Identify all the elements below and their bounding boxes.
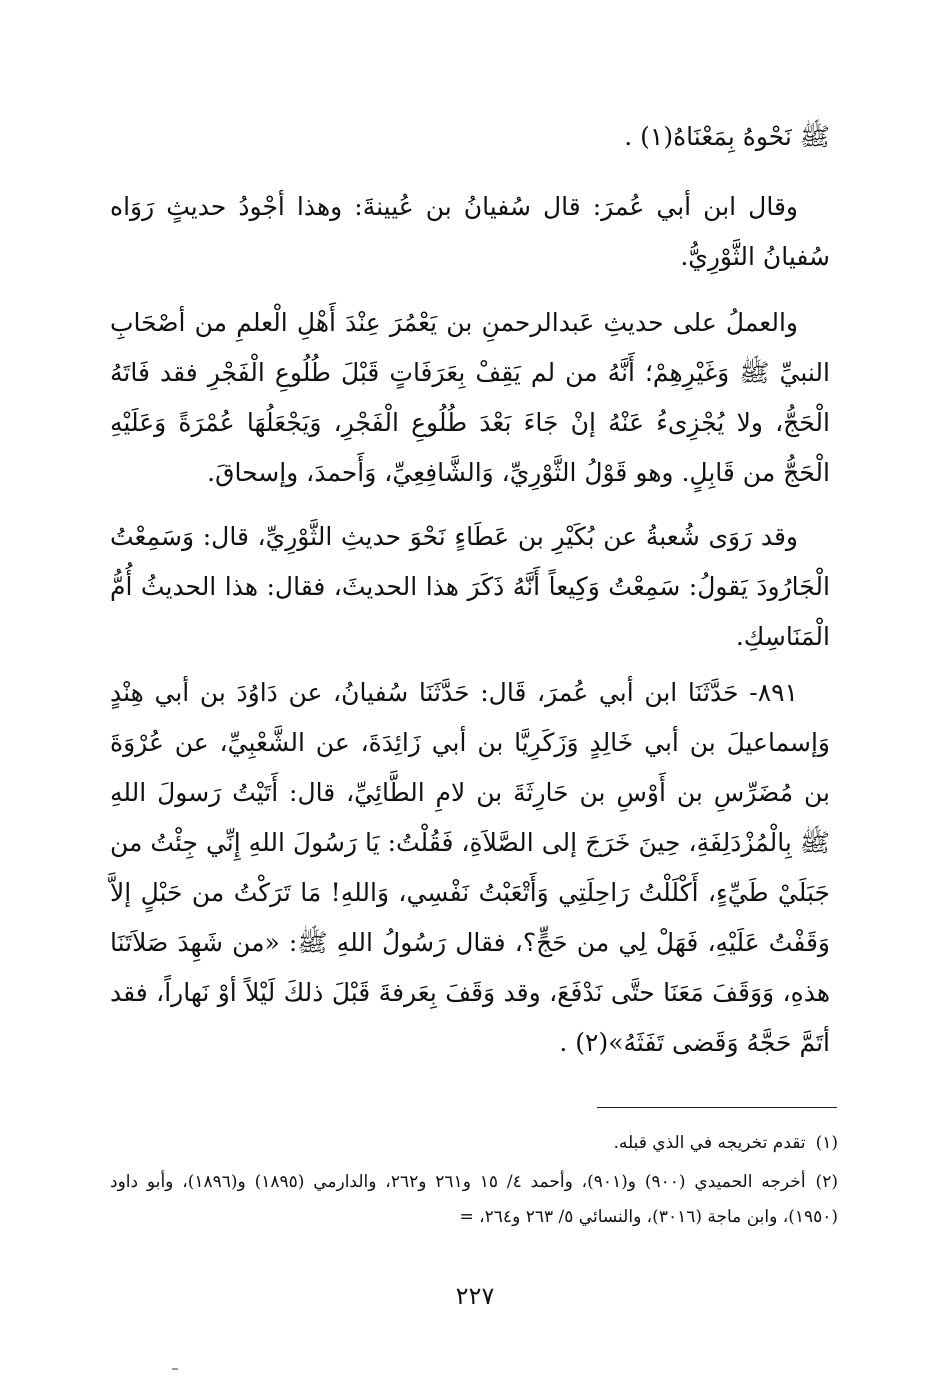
footnote-text: أخرجه الحميدي (٩٠٠) و(٩٠١)، وأحمد ٤/ ١٥ و٢٦١ و٢٦٢، والدارمي (١٨٩٥) و(١٨٩٦)، وأبو داود (١٩٥٠)، وابن ماجة (٣٠١٦)، والنسائي ٥/ ٢٦٣ و٢٦٤، =: [110, 1172, 838, 1227]
scan-speck: [172, 1368, 178, 1370]
body-paragraph: [110, 182, 830, 282]
footnote-number: (١): [815, 1133, 838, 1153]
paragraph-text: ٨٩١- حَدَّثَنَا ابن أبي عُمرَ، قَال: حَدَّثَنَا سُفيانُ، عن دَاوُدَ بن أبي هِنْدٍ وَإسماعيلَ بن أبي خَالِدٍ وَزَكَرِيَّا بن أبي زَائِدَةَ، عن الشَّعْبِيِّ، عن عُرْوَةَ بن مُضَرِّسِ بن أَوْسِ بن حَارِثَةَ بن لامِ الطَّائِيِّ، قال: أَتَيْتُ رَسولَ اللهِ ﷺ بِالْمُزْدَلِفَةِ، حِينَ خَرَجَ إلى الصَّلاَةِ، فَقُلْتُ: يَا رَسُولَ اللهِ إِنِّي جِئْتُ من جَبَلَيْ طَيِّءٍ، أَكْلَلْتُ رَاحِلَتِي وَأَتْعَبْتُ نَفْسِي، وَاللهِ! مَا تَرَكْتُ من حَبْلٍ إلاَّ وَقَفْتُ عَلَيْهِ، فَهَلْ لِي من حَجٍّ؟، فقال رَسُولُ اللهِ ﷺ: «من شَهِدَ صَلاَتَنَا هذهِ، وَوَقَفَ مَعَنَا حتَّى نَدْفَعَ، وقد وَقَفَ بِعَرفةَ قَبْلَ ذلكَ لَيْلاً أوْ نَهاراً، فقد أتَمَّ حَجَّهُ وَقَضى تَفَثَهُ»(٢) .: [110, 678, 830, 1057]
paragraph-text: وقد رَوَى شُعبةُ عن بُكَيْرِ بن عَطَاءٍ نَحْوَ حديثِ الثَّوْرِيِّ، قال: وَسَمِعْتُ الْجَارُودَ يَقولُ: سَمِعْتُ وَكِيعاً أَنَّهُ ذَكَرَ هذا الحديثَ، فقال: هذا الحديثُ أُمُّ الْمَنَاسِكِ.: [110, 522, 830, 651]
body-paragraph: [110, 298, 830, 498]
body-paragraph: [110, 512, 830, 662]
footnote: [110, 1126, 838, 1161]
hadith-paragraph: [110, 668, 830, 1068]
footnote-text: تقدم تخريجه في الذي قبله.: [613, 1133, 806, 1153]
body-paragraph-continuation: ﷺ نَحْوهُ بِمَعْنَاهُ(١) .: [624, 122, 830, 151]
footnote-separator: [597, 1107, 837, 1108]
paragraph-text: والعملُ على حديثِ عَبدالرحمنِ بن يَعْمُرَ عِنْدَ أَهْلِ الْعلمِ من أصْحَابِ النبيِّ ﷺ وَغَيْرِهِمْ؛ أَنَّهُ من لم يَقِفْ بِعَرَفَاتٍ قَبْلَ طُلُوعِ الْفَجْرِ فقد فَاتَهُ الْحَجُّ، ولا يُجْزِىءُ عَنْهُ إنْ جَاءَ بَعْدَ طُلُوعِ الْفَجْرِ، وَيَجْعَلُهَا عُمْرَةً وَعَلَيْهِ الْحَجُّ من قَابِلٍ. وهو قَوْلُ الثَّوْرِيِّ، وَالشَّافِعِيِّ، وَأَحمدَ، وإسحاقَ.: [110, 308, 830, 487]
paragraph-text: وقال ابن أبي عُمرَ: قال سُفيانُ بن عُيينةَ: وهذا أجْودُ حديثٍ رَوَاه سُفيانُ الثَّوْرِيُّ.: [110, 192, 830, 271]
page-number: ٢٢٧: [455, 1282, 495, 1310]
footnote-number: (٢): [815, 1172, 838, 1192]
footnote: [110, 1165, 838, 1235]
